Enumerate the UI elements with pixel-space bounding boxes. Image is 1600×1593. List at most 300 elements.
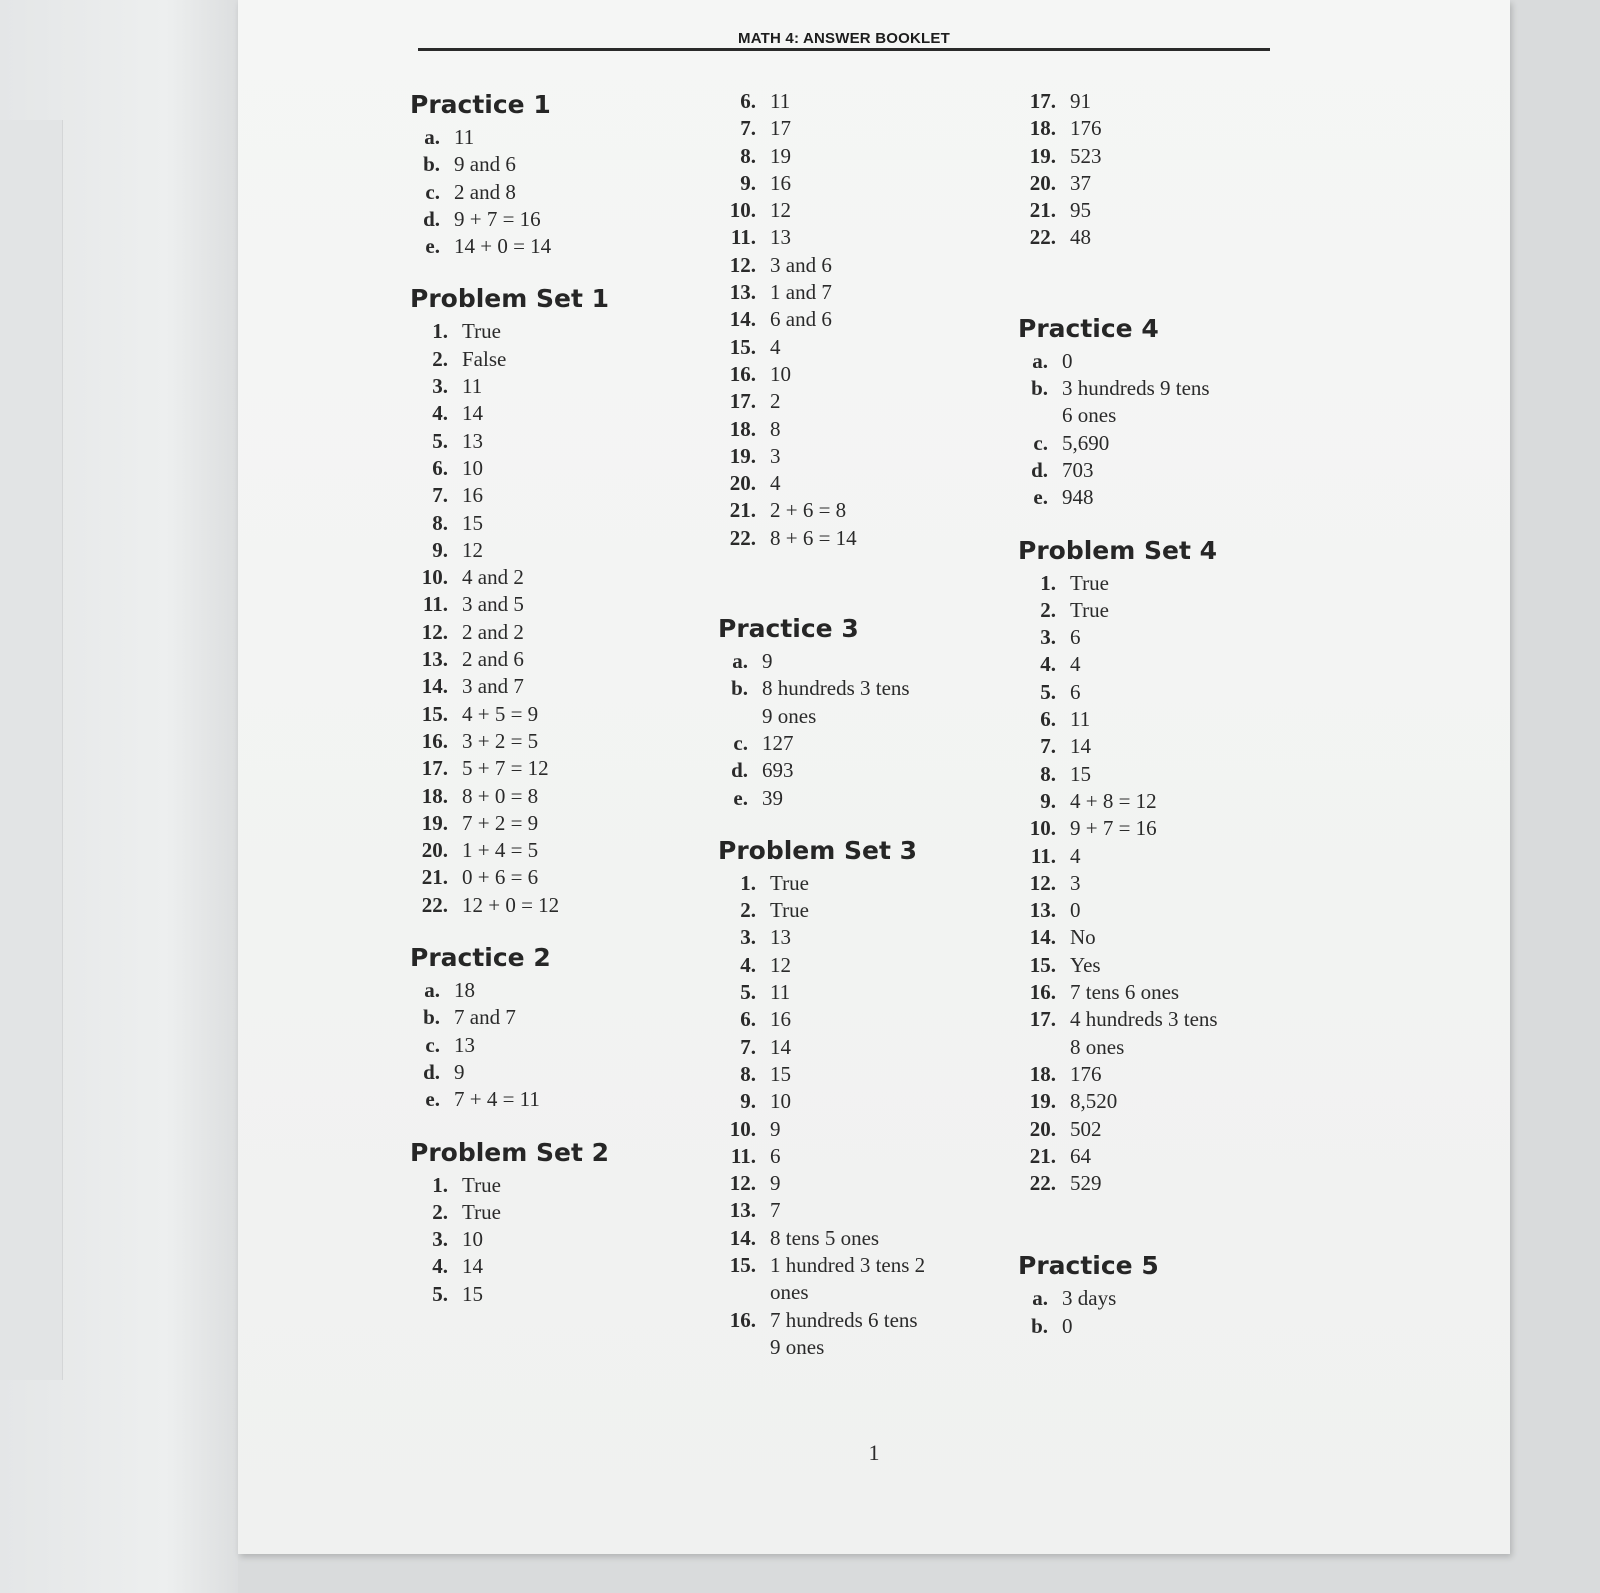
item-answer: 16 (462, 483, 483, 508)
item-answer: 3 + 2 = 5 (462, 728, 539, 753)
item-answer: 4 hundreds 3 tens 8 ones (1070, 1007, 1218, 1059)
item-answer: 9 and 6 (454, 152, 516, 177)
answer-item (718, 525, 1008, 552)
item-answer: 0 (1070, 898, 1081, 923)
answer-item (1018, 224, 1318, 251)
item-answer: 14 + 0 = 14 (454, 234, 552, 259)
answer-item (718, 785, 1008, 812)
answer-item (1018, 1143, 1318, 1170)
item-label: 7. (1040, 734, 1056, 759)
answer-item (410, 673, 700, 700)
answer-item (1018, 457, 1318, 484)
answer-item (410, 537, 700, 564)
item-label: 19. (1029, 1089, 1056, 1114)
item-label: a. (732, 649, 748, 674)
item-answer: 13 (770, 225, 791, 250)
answer-item (718, 470, 1008, 497)
item-label: 13. (421, 647, 448, 672)
item-answer: 3 (1070, 870, 1081, 895)
item-label: 14. (729, 1225, 756, 1250)
answer-item (1018, 624, 1318, 651)
facing-page (0, 0, 238, 1593)
answer-item (1018, 1313, 1318, 1340)
item-answer: 7 (770, 1198, 781, 1223)
item-answer: 2 + 6 = 8 (770, 498, 847, 523)
problem-set-1-section (410, 282, 700, 919)
answer-item (1018, 570, 1318, 597)
item-answer: 4 + 8 = 12 (1070, 788, 1157, 813)
answer-item (410, 482, 700, 509)
answer-item (718, 1225, 1008, 1252)
item-answer: 16 (770, 170, 791, 195)
section-heading: Practice 4 (1018, 313, 1159, 343)
item-answer: False (462, 346, 507, 371)
answer-item (718, 952, 1008, 979)
item-label: 2. (432, 1199, 448, 1224)
item-answer: 3 and 5 (462, 592, 524, 617)
item-answer: 95 (1070, 198, 1091, 223)
item-answer: 4 (1070, 652, 1081, 677)
item-label: d. (423, 206, 440, 231)
answer-item (718, 443, 1008, 470)
item-answer: 4 (1070, 843, 1081, 868)
item-label: 7. (740, 116, 756, 141)
item-answer: 6 and 6 (770, 307, 832, 332)
item-label: 12. (729, 1171, 756, 1196)
item-label: 13. (729, 1198, 756, 1223)
answer-item (718, 1307, 1008, 1362)
item-label: 22. (1029, 1171, 1056, 1196)
item-label: a. (424, 125, 440, 149)
item-label: 11. (730, 1143, 756, 1168)
item-label: 9. (1040, 788, 1056, 813)
answer-item (1018, 1061, 1318, 1088)
item-label: a. (1032, 348, 1048, 373)
item-answer: 9 (770, 1171, 781, 1196)
answer-item (718, 1088, 1008, 1115)
item-label: 7. (432, 483, 448, 508)
answer-item (410, 346, 700, 373)
item-answer: 10 (462, 455, 483, 480)
item-label: 11. (1030, 843, 1056, 868)
item-label: 18. (1029, 1061, 1056, 1086)
item-answer: 14 (770, 1034, 791, 1059)
item-label: 22. (421, 892, 448, 917)
answer-item (718, 416, 1008, 443)
item-answer: 4 and 2 (462, 565, 524, 590)
item-label: 16. (421, 728, 448, 753)
section-heading: Problem Set 4 (1018, 535, 1218, 565)
item-answer: 693 (762, 758, 794, 783)
answer-item (410, 233, 700, 260)
answer-item (718, 279, 1008, 306)
answer-item (410, 564, 700, 591)
answer-item (410, 1281, 700, 1308)
item-label: 14. (1029, 925, 1056, 950)
item-label: 17. (1029, 89, 1056, 113)
answer-item (718, 648, 1008, 675)
item-answer: True (462, 1199, 501, 1224)
item-answer: 0 (1062, 1313, 1073, 1338)
item-answer: 13 (462, 428, 483, 453)
item-label: 13. (729, 280, 756, 305)
item-label: 18. (421, 783, 448, 808)
item-answer: 7 + 4 = 11 (454, 1087, 540, 1112)
answer-item (1018, 788, 1318, 815)
item-label: 4. (1040, 652, 1056, 677)
item-label: 10. (1029, 816, 1056, 841)
answer-item (410, 510, 700, 537)
item-answer: True (770, 870, 809, 895)
answer-item (410, 1059, 700, 1086)
item-answer: 9 (454, 1059, 465, 1084)
item-answer: 1 hundred 3 tens 2 ones (770, 1252, 926, 1305)
item-label: 12. (421, 619, 448, 644)
item-answer: 502 (1070, 1116, 1102, 1141)
answer-item (410, 124, 700, 151)
answer-item (718, 388, 1008, 415)
continued-section (1018, 88, 1318, 252)
item-label: d. (423, 1059, 440, 1084)
answer-item (718, 497, 1008, 524)
answer-item (1018, 733, 1318, 760)
answer-item (718, 143, 1008, 170)
answer-item (718, 306, 1008, 333)
item-label: 10. (729, 1116, 756, 1141)
item-answer: 127 (762, 730, 794, 755)
answer-item (1018, 484, 1318, 511)
practice-5-section (1018, 1249, 1318, 1340)
answer-booklet-page (238, 0, 1510, 1554)
item-label: 22. (729, 525, 756, 550)
answer-item (410, 151, 700, 178)
item-label: 4. (740, 952, 756, 977)
item-answer: True (770, 898, 809, 923)
answer-item (1018, 1116, 1318, 1143)
item-answer: 11 (770, 980, 791, 1005)
section-heading: Practice 2 (410, 943, 551, 973)
answer-item (718, 979, 1008, 1006)
item-label: 20. (421, 838, 448, 863)
item-label: 21. (421, 865, 448, 890)
answer-item (1018, 706, 1318, 733)
answer-item (410, 1253, 700, 1280)
item-answer: 14 (462, 401, 483, 426)
item-answer: 3 days (1062, 1286, 1117, 1311)
item-label: 14. (421, 674, 448, 699)
answer-item (410, 1199, 700, 1226)
item-answer: 0 + 6 = 6 (462, 865, 539, 890)
item-answer: 37 (1070, 170, 1091, 195)
answer-item (1018, 897, 1318, 924)
item-label: c. (425, 179, 440, 204)
item-label: c. (1033, 430, 1048, 455)
item-answer: 3 and 7 (462, 674, 524, 699)
item-answer: 5 + 7 = 12 (462, 756, 549, 781)
item-label: 3. (740, 925, 756, 950)
answer-item (1018, 815, 1318, 842)
item-answer: 14 (462, 1254, 483, 1279)
item-label: 20. (729, 471, 756, 496)
item-label: 5. (432, 1281, 448, 1306)
item-answer: No (1070, 925, 1096, 950)
answer-item (1018, 430, 1318, 457)
item-answer: 17 (770, 116, 791, 141)
practice-4-section (1018, 312, 1318, 512)
answer-item (410, 373, 700, 400)
item-label: 18. (729, 416, 756, 441)
item-answer: 9 + 7 = 16 (1070, 816, 1157, 841)
item-answer: 2 and 6 (462, 647, 524, 672)
item-answer: True (462, 1172, 501, 1197)
item-label: 4. (432, 1254, 448, 1279)
item-answer: 8 + 6 = 14 (770, 525, 857, 550)
item-answer: 9 + 7 = 16 (454, 206, 541, 231)
item-answer: 5,690 (1062, 430, 1110, 455)
answer-item (718, 757, 1008, 784)
answer-item (718, 897, 1008, 924)
item-answer: 3 hundreds 9 tens 6 ones (1062, 376, 1210, 428)
practice-3-section (718, 612, 1008, 812)
item-label: 3. (432, 1227, 448, 1252)
answer-item (410, 428, 700, 455)
item-label: b. (1031, 376, 1048, 401)
item-answer: 15 (770, 1061, 791, 1086)
item-label: 2. (1040, 597, 1056, 622)
item-answer: 176 (1070, 1061, 1102, 1086)
answer-item (718, 870, 1008, 897)
item-answer: 39 (762, 785, 783, 810)
item-label: c. (425, 1032, 440, 1057)
item-answer: 15 (462, 1281, 483, 1306)
answer-item (718, 675, 1008, 730)
item-answer: 7 + 2 = 9 (462, 810, 539, 835)
answer-item (1018, 597, 1318, 624)
answer-item (1018, 88, 1318, 115)
answer-item (410, 755, 700, 782)
item-label: 15. (729, 334, 756, 359)
item-label: 18. (1029, 116, 1056, 141)
item-label: b. (423, 1005, 440, 1030)
item-label: 17. (1029, 1007, 1056, 1032)
item-label: 19. (729, 443, 756, 468)
item-answer: 2 and 2 (462, 619, 524, 644)
item-label: 5. (740, 980, 756, 1005)
answer-item (1018, 197, 1318, 224)
item-label: 12. (729, 252, 756, 277)
answer-item (1018, 979, 1318, 1006)
item-answer: True (1070, 570, 1109, 595)
item-answer: 8 hundreds 3 tens 9 ones (762, 676, 910, 728)
item-label: b. (1031, 1313, 1048, 1338)
answer-item (718, 1034, 1008, 1061)
item-answer: 1 + 4 = 5 (462, 838, 539, 863)
item-answer: 15 (462, 510, 483, 535)
answer-item (718, 115, 1008, 142)
item-answer: 7 hundreds 6 tens 9 ones (770, 1307, 918, 1359)
item-answer: 703 (1062, 457, 1094, 482)
answer-item (410, 591, 700, 618)
answer-item (410, 318, 700, 345)
answer-item (410, 1086, 700, 1113)
item-label: a. (1032, 1286, 1048, 1311)
answer-item (410, 810, 700, 837)
item-label: 8. (740, 1061, 756, 1086)
item-answer: 8 + 0 = 8 (462, 783, 539, 808)
item-answer: 948 (1062, 485, 1094, 510)
item-label: 8. (432, 510, 448, 535)
item-label: 16. (729, 361, 756, 386)
item-label: 1. (1040, 570, 1056, 595)
item-answer: 6 (1070, 625, 1081, 650)
item-label: a. (424, 978, 440, 1003)
item-label: 9. (740, 1089, 756, 1114)
item-label: 10. (729, 198, 756, 223)
item-label: 5. (1040, 679, 1056, 704)
item-answer: 7 and 7 (454, 1005, 516, 1030)
answer-item (718, 197, 1008, 224)
section-heading: Problem Set 2 (410, 1137, 610, 1167)
item-label: 5. (432, 428, 448, 453)
item-label: 3. (1040, 625, 1056, 650)
item-label: 9. (432, 537, 448, 562)
item-label: 8. (740, 143, 756, 168)
item-label: 6. (740, 1007, 756, 1032)
item-label: d. (731, 758, 748, 783)
item-label: 21. (1029, 1143, 1056, 1168)
item-label: e. (425, 234, 440, 259)
item-answer: 4 (770, 334, 781, 359)
item-label: 8. (1040, 761, 1056, 786)
facing-page-edge (0, 120, 63, 1380)
answer-item (1018, 1285, 1318, 1312)
item-answer: 13 (770, 925, 791, 950)
answer-item (410, 455, 700, 482)
item-label: e. (733, 785, 748, 810)
page-number: 1 (868, 1440, 880, 1465)
answer-item (718, 88, 1008, 115)
item-label: 11. (422, 592, 448, 617)
answer-item (718, 224, 1008, 251)
answer-item (410, 1226, 700, 1253)
answer-item (1018, 375, 1318, 430)
item-answer: 15 (1070, 761, 1091, 786)
answer-item (718, 334, 1008, 361)
item-answer: 48 (1070, 225, 1091, 250)
item-label: 12. (1029, 870, 1056, 895)
answer-item (1018, 348, 1318, 375)
item-label: 20. (1029, 1116, 1056, 1141)
item-label: 10. (421, 565, 448, 590)
answer-item (718, 1006, 1008, 1033)
item-label: 15. (729, 1252, 756, 1277)
header-rule (418, 48, 1270, 51)
item-answer: 91 (1070, 89, 1091, 113)
item-answer: 6 (770, 1143, 781, 1168)
answer-item (1018, 170, 1318, 197)
answer-item (1018, 1170, 1318, 1197)
item-answer: Yes (1070, 952, 1101, 977)
column-3 (1018, 88, 1318, 1362)
answer-item (410, 1004, 700, 1031)
practice-1-section (410, 88, 700, 260)
item-answer: 529 (1070, 1171, 1102, 1196)
item-label: 6. (432, 455, 448, 480)
answer-item (410, 977, 700, 1004)
answer-item (718, 361, 1008, 388)
item-label: 21. (729, 498, 756, 523)
item-label: d. (1031, 457, 1048, 482)
answer-item (410, 1172, 700, 1199)
answer-item (1018, 843, 1318, 870)
section-heading: Problem Set 1 (410, 284, 610, 314)
item-answer: 10 (770, 1089, 791, 1114)
item-label: 14. (729, 307, 756, 332)
item-answer: 12 (462, 537, 483, 562)
answer-item (410, 1032, 700, 1059)
item-label: 15. (421, 701, 448, 726)
item-label: 17. (421, 756, 448, 781)
answer-item (410, 728, 700, 755)
answer-item (410, 206, 700, 233)
item-label: 7. (740, 1034, 756, 1059)
problem-set-3-section (718, 834, 1008, 1361)
item-answer: 16 (770, 1007, 791, 1032)
item-answer: 12 + 0 = 12 (462, 892, 560, 917)
answer-item (410, 892, 700, 919)
item-label: 9. (740, 170, 756, 195)
item-answer: 10 (770, 361, 791, 386)
answer-item (410, 783, 700, 810)
item-answer: 4 + 5 = 9 (462, 701, 539, 726)
item-answer: 11 (770, 89, 791, 113)
item-answer: 19 (770, 143, 791, 168)
item-label: 11. (730, 225, 756, 250)
item-answer: 2 (770, 389, 781, 414)
item-label: 19. (1029, 143, 1056, 168)
item-answer: 11 (1070, 707, 1091, 732)
item-answer: 8 tens 5 ones (770, 1225, 880, 1250)
continued-section (718, 88, 1008, 552)
problem-set-4-section (1018, 534, 1318, 1198)
item-label: e. (425, 1087, 440, 1112)
answer-item (718, 252, 1008, 279)
item-answer: 8,520 (1070, 1089, 1118, 1114)
item-answer: 6 (1070, 679, 1081, 704)
column-2 (718, 88, 1008, 1383)
answer-item (718, 1061, 1008, 1088)
item-label: 6. (1040, 707, 1056, 732)
item-answer: 9 (770, 1116, 781, 1141)
item-label: 20. (1029, 170, 1056, 195)
item-answer: 12 (770, 198, 791, 223)
page-header: MATH 4: ANSWER BOOKLET (738, 30, 950, 47)
practice-2-section (410, 941, 700, 1113)
item-label: 13. (1029, 898, 1056, 923)
item-label: 4. (432, 401, 448, 426)
answer-item (410, 701, 700, 728)
item-label: 21. (1029, 198, 1056, 223)
answer-item (718, 730, 1008, 757)
item-answer: 64 (1070, 1143, 1091, 1168)
item-label: 15. (1029, 952, 1056, 977)
item-label: 3. (432, 374, 448, 399)
item-label: 2. (432, 346, 448, 371)
item-label: 17. (729, 389, 756, 414)
item-answer: 3 (770, 443, 781, 468)
answer-item (410, 400, 700, 427)
problem-set-2-section (410, 1136, 700, 1308)
